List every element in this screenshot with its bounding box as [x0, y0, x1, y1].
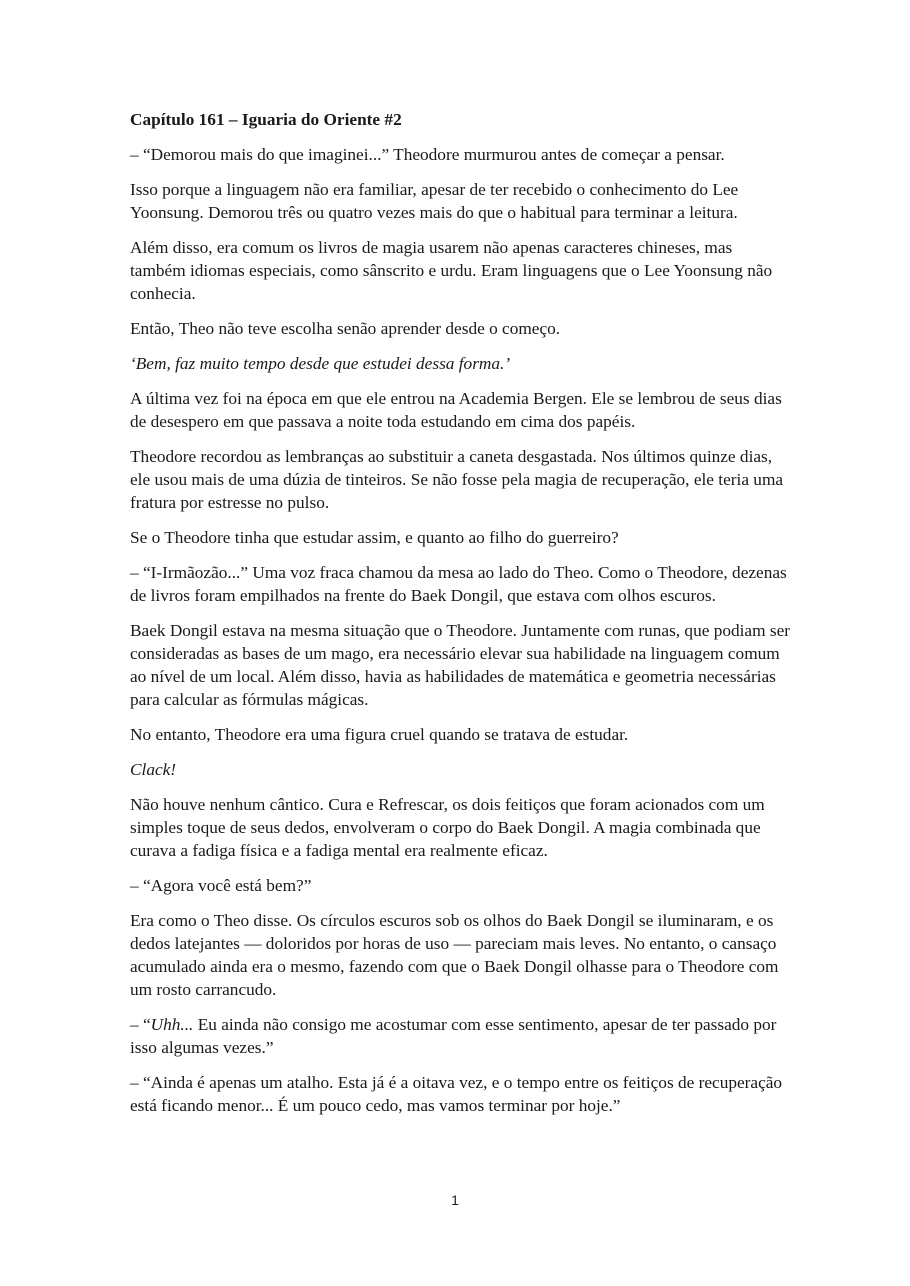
paragraph	[130, 1013, 790, 1059]
sound-effect: Clack!	[130, 760, 177, 779]
paragraph: Não houve nenhum cântico. Cura e Refrescar, os dois feitiços que foram acionados com um simples toque de seus dedos, envolveram o corpo do Baek Dongil. A magia combinada que curava a fadiga física e a fadiga mental era realmente eficaz.	[130, 795, 765, 860]
paragraph: – “Agora você está bem?”	[130, 876, 312, 895]
dialogue-italic: Uhh...	[150, 1015, 194, 1034]
chapter-title: Capítulo 161 – Iguaria do Oriente #2	[130, 110, 402, 129]
paragraph: Theodore recordou as lembranças ao substituir a caneta desgastada. Nos últimos quinze dias, ele usou mais de uma dúzia de tinteiros. Se não fosse pela magia de recuperação, ele teria uma fratura por estresse no pulso.	[130, 447, 784, 512]
dialogue-suffix: Eu ainda não consigo me acostumar com esse sentimento, apesar de ter passado por isso algumas vezes.”	[130, 1015, 777, 1057]
paragraph: Era como o Theo disse. Os círculos escuros sob os olhos do Baek Dongil se iluminaram, e os dedos latejantes — doloridos por horas de uso — pareciam mais leves. No entanto, o cansaço acumulado ainda era o mesmo, fazendo com que o Baek Dongil olhasse para o Theodore com um rosto carrancudo.	[130, 911, 779, 999]
paragraph: – “Ainda é apenas um atalho. Esta já é a oitava vez, e o tempo entre os feitiços de recuperação está ficando menor... É um pouco cedo, mas vamos terminar por hoje.”	[130, 1073, 783, 1115]
paragraph: – “Demorou mais do que imaginei...” Theodore murmurou antes de começar a pensar.	[130, 145, 725, 164]
italic-thought: ‘Bem, faz muito tempo desde que estudei dessa forma.’	[130, 354, 511, 373]
paragraph: Além disso, era comum os livros de magia usarem não apenas caracteres chineses, mas também idiomas especiais, como sânscrito e urdu. Eram linguagens que o Lee Yoonsung não conhecia.	[130, 238, 773, 303]
paragraph: Se o Theodore tinha que estudar assim, e quanto ao filho do guerreiro?	[130, 528, 619, 547]
paragraph: A última vez foi na época em que ele entrou na Academia Bergen. Ele se lembrou de seus dias de desespero em que passava a noite toda estudando em cima dos papéis.	[130, 389, 782, 431]
paragraph: – “I-Irmãozão...” Uma voz fraca chamou da mesa ao lado do Theo. Como o Theodore, dezenas de livros foram empilhados na frente do Baek Dongil, que estava com olhos escuros.	[130, 563, 787, 605]
paragraph: No entanto, Theodore era uma figura cruel quando se tratava de estudar.	[130, 725, 629, 744]
dialogue-prefix: – “	[130, 1015, 151, 1034]
paragraph: Baek Dongil estava na mesma situação que o Theodore. Juntamente com runas, que podiam ser consideradas as bases de um mago, era necessário elevar sua habilidade na linguagem comum ao nível de um local. Além disso, havia as habilidades de matemática e geometria necessárias para calcular as fórmulas mágicas.	[130, 621, 791, 709]
paragraph: Então, Theo não teve escolha senão aprender desde o começo.	[130, 319, 561, 338]
paragraph: Isso porque a linguagem não era familiar, apesar de ter recebido o conhecimento do Lee Yoonsung. Demorou três ou quatro vezes mais do que o habitual para terminar a leitura.	[130, 180, 739, 222]
page-number: 1	[451, 1192, 459, 1208]
document-body	[130, 108, 790, 1129]
